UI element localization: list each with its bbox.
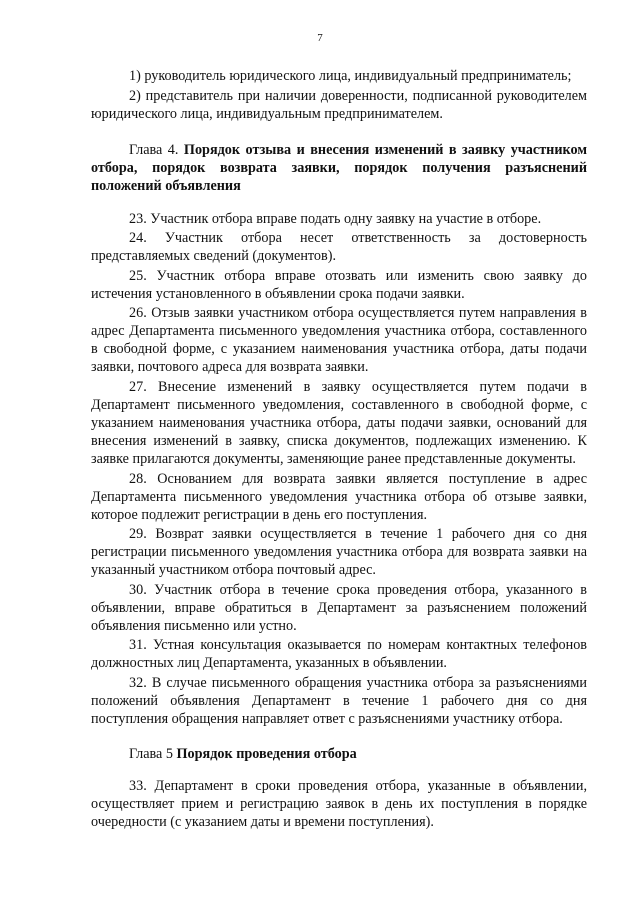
paragraph-24: 24. Участник отбора несет ответственность за достоверность представляемых сведений (документов). — [91, 230, 587, 265]
paragraph-31: 31. Устная консультация оказывается по номерам контактных телефонов должностных лиц Департамента, указанных в объявлении. — [91, 637, 587, 672]
list-item-1: 1) руководитель юридического лица, индивидуальный предприниматель; — [129, 68, 572, 84]
chapter-5-heading — [91, 745, 587, 763]
page-number: 7 — [317, 32, 323, 44]
paragraph-33: 33. Департамент в сроки проведения отбора, указанные в объявлении, осуществляет прием и регистрацию заявок в день их поступления в порядке очередности (с указанием даты и времени поступления). — [91, 777, 587, 830]
list-item-2: 2) представитель при наличии доверенности, подписанной руководителем юридического лица, индивидуальным предпринимателем. — [91, 87, 587, 122]
paragraph-27: 27. Внесение изменений в заявку осуществляется путем подачи в Департамент письменного уведомления, составленного в свободной форме, с указанием наименования участника отбора, даты подачи заявки, оснований для внесения изменений в заявку, списка документов, подлежащих изменению. К заявке прилагаются документы, заменяющие ранее представленные документы. — [91, 378, 587, 467]
chapter-4-prefix: Глава 4. — [129, 141, 179, 158]
paragraph-25: 25. Участник отбора вправе отозвать или изменить свою заявку до истечения установленного в объявлении срока подачи заявки. — [91, 267, 587, 302]
paragraph-32: 32. В случае письменного обращения участника отбора за разъяснениями положений объявления Департамент в течение 1 рабочего дня со дня поступления обращения направляет ответ с разъяснениями участнику отбора. — [91, 674, 587, 727]
paragraph-26: 26. Отзыв заявки участником отбора осуществляется путем направления в адрес Департамента письменного уведомления участника отбора, составленного в свободной форме, с указанием наименования участника отбора, даты подачи заявки, почтового адреса для возврата заявки. — [91, 305, 587, 376]
paragraph-23: 23. Участник отбора вправе подать одну заявку на участие в отборе. — [129, 210, 542, 227]
chapter-5-prefix: Глава 5 — [129, 745, 173, 762]
chapter-5-title: Порядок проведения отбора — [176, 745, 357, 762]
paragraph-29: 29. Возврат заявки осуществляется в течение 1 рабочего дня со дня регистрации письменного уведомления участника отбора для возврата заявки на указанный участником отбора почтовый адрес. — [91, 526, 587, 579]
chapter-4-title: Порядок отзыва и внесения изменений в заявку участником отбора, порядок возврата заявки, порядок получения разъяснений положений объявления — [91, 141, 587, 194]
document-body — [91, 67, 587, 831]
paragraph-30: 30. Участник отбора в течение срока проведения отбора, указанного в объявлении, вправе обратиться в Департамент за разъяснением положений объявления письменно или устно. — [91, 581, 587, 634]
chapter-4-heading — [91, 141, 587, 195]
paragraph-28: 28. Основанием для возврата заявки является поступление в адрес Департамента письменного уведомления участника отбора об отзыве заявки, которое подлежит регистрации в день его поступления. — [91, 470, 587, 523]
